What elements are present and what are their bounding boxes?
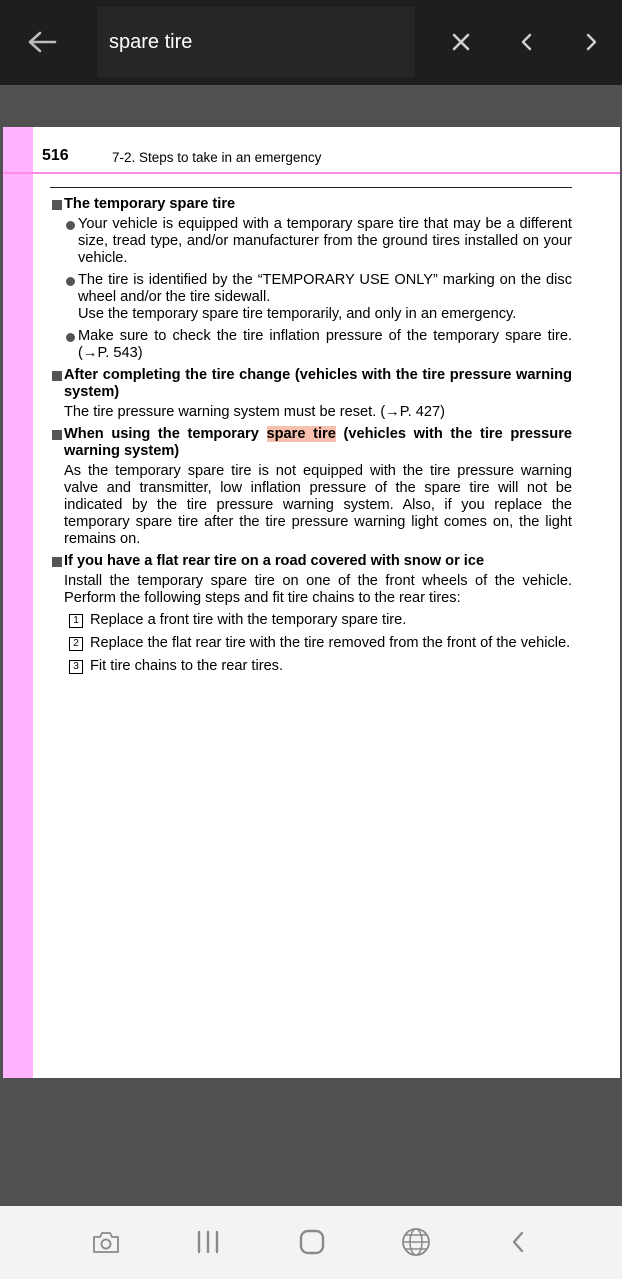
search-toolbar [0, 0, 622, 85]
paragraph: As the temporary spare tire is not equipped with the tire pressure warning valve and transmitter, low inflation pressure of the spare tire will not be indicated by the tire pressure warning system. Also, if you replace the temporary spare tire after the tire pressure warning light comes on, the light remains on. [64, 463, 572, 547]
step-item: 2 Replace the flat rear tire with the tire removed from the front of the vehicle. [50, 635, 572, 652]
bullet-icon [66, 221, 75, 230]
back-button[interactable] [20, 22, 64, 62]
document-page [3, 127, 620, 1078]
page-content [50, 187, 572, 681]
bullet-icon [66, 333, 75, 342]
globe-icon [401, 1227, 431, 1257]
paragraph: Install the temporary spare tire on one of the front wheels of the vehicle. Perform the following steps and fit tire chains to the rear tires: [64, 573, 572, 606]
heading-after-tire-change: After completing the tire change (vehicles with the tire pressure warning system) [50, 367, 572, 401]
paragraph: The tire pressure warning system must be reset. (→P. 427) [64, 404, 445, 420]
square-bullet-icon [52, 371, 62, 381]
heading-temporary-spare-tire: The temporary spare tire [50, 196, 572, 213]
system-navigation-bar [0, 1206, 622, 1279]
search-match-highlight: spare tire [266, 426, 336, 442]
close-icon [451, 32, 471, 52]
square-bullet-icon [52, 430, 62, 440]
chevron-left-icon [520, 32, 534, 52]
list-item: Make sure to check the tire inflation pressure of the temporary spare tire. (→P. 543) [50, 328, 572, 362]
arrow-left-icon [27, 30, 57, 54]
clear-search-button[interactable] [439, 20, 483, 64]
header-divider [3, 172, 620, 174]
heading-using-temporary-spare: When using the temporary spare tire (vehicles with the tire pressure warning system) [50, 426, 572, 460]
section-title: 7-2. Steps to take in an emergency [112, 150, 322, 165]
browser-button[interactable] [394, 1220, 438, 1264]
square-bullet-icon [52, 200, 62, 210]
page-number: 516 [42, 147, 69, 164]
home-icon [299, 1229, 325, 1255]
page-margin-strip [3, 127, 33, 1078]
recent-apps-button[interactable] [186, 1220, 230, 1264]
step-number: 2 [69, 637, 83, 651]
list-item: The tire is identified by the “TEMPORARY USE ONLY” marking on the disc wheel and/or the tire sidewall. Use the temporary spare tire temporarily, and only in an emergency. [50, 272, 572, 323]
heading-flat-rear-tire: If you have a flat rear tire on a road covered with snow or ice [50, 553, 572, 570]
step-item: 1 Replace a front tire with the temporary spare tire. [50, 612, 572, 629]
step-number: 1 [69, 614, 83, 628]
screenshot-button[interactable] [84, 1220, 128, 1264]
step-item: 3 Fit tire chains to the rear tires. [50, 658, 572, 675]
camera-icon [91, 1229, 121, 1255]
step-number: 3 [69, 660, 83, 674]
search-field[interactable] [97, 7, 415, 77]
home-button[interactable] [290, 1220, 334, 1264]
square-bullet-icon [52, 557, 62, 567]
list-item: Your vehicle is equipped with a temporary spare tire that may be a different size, tread type, and/or manufacturer from the ground tires installed on your vehicle. [50, 216, 572, 267]
system-back-button[interactable] [496, 1220, 540, 1264]
page-header [3, 127, 620, 175]
previous-result-button[interactable] [505, 20, 549, 64]
chevron-left-icon [510, 1230, 526, 1254]
recent-apps-icon [195, 1230, 221, 1254]
chevron-right-icon [584, 32, 598, 52]
next-result-button[interactable] [569, 20, 613, 64]
bullet-icon [66, 277, 75, 286]
search-input[interactable] [97, 7, 415, 77]
content-divider [50, 187, 572, 188]
